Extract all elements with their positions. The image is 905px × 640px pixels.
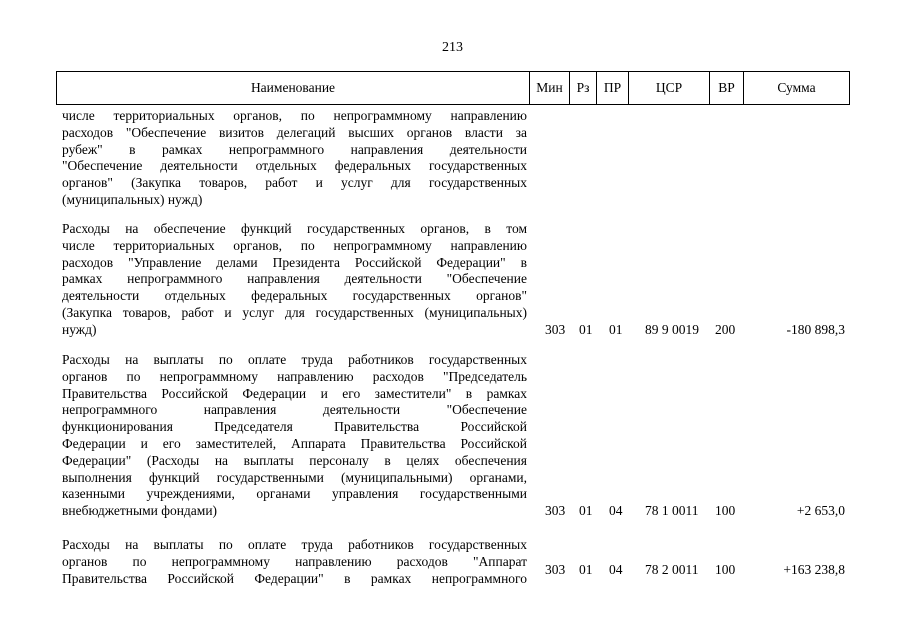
cell-pr: 01 [609, 322, 623, 337]
cell-rz: 01 [579, 503, 593, 518]
description-line: нужд) [62, 321, 97, 337]
description-line: внебюджетными фондами) [62, 503, 218, 519]
cell-csr: 78 2 0011 [645, 562, 699, 577]
cell-csr: 89 9 0019 [645, 322, 699, 337]
description-line: выполнения функций государственными (муниципальными) органами, [62, 469, 527, 485]
cell-pr: 04 [609, 503, 623, 518]
description-line: функционирования Председателя Правительства Российской [62, 419, 527, 435]
header-csr: ЦСР [629, 72, 710, 104]
description-line: Федерации" (Расходы на выплаты персоналу в целях обеспечения [62, 452, 527, 468]
description-line: Федерации и его заместителей, Аппарата Правительства Российской [62, 435, 527, 451]
row-description [62, 537, 527, 587]
description-line: Расходы на выплаты по оплате труда работников государственных [62, 352, 527, 367]
cell-vr: 200 [715, 322, 736, 337]
cell-pr: 04 [609, 562, 623, 577]
description-line: рамках непрограммного направления деятельности "Обеспечение [62, 271, 527, 287]
table-header [56, 71, 850, 105]
row-description [62, 352, 527, 520]
description-line: расходов "Обеспечение визитов делегаций высших органов власти за [62, 124, 527, 140]
cell-min: 303 [545, 562, 566, 577]
description-line: Расходы на обеспечение функций государственных органов, в том [62, 221, 527, 236]
cell-sum: -180 898,3 [786, 322, 845, 337]
header-name: Наименование [57, 72, 530, 104]
cell-vr: 100 [715, 562, 736, 577]
cell-csr: 78 1 0011 [645, 503, 699, 518]
description-line: (муниципальных) нужд) [62, 191, 203, 207]
cell-min: 303 [545, 503, 566, 518]
header-rz: Рз [570, 72, 597, 104]
header-vr: ВР [710, 72, 744, 104]
description-line: Правительства Российской Федерации" в рамках непрограммного [62, 570, 527, 586]
description-line: рубеж" в рамках непрограммного направления деятельности [62, 141, 527, 157]
cell-sum: +2 653,0 [796, 503, 845, 518]
cell-rz: 01 [579, 562, 593, 577]
header-sum: Сумма [777, 80, 816, 95]
description-line: (Закупка товаров, работ и услуг для государственных (муниципальных) [62, 304, 527, 320]
row-description [62, 108, 527, 209]
cell-sum: +163 238,8 [783, 562, 845, 577]
description-line: "Обеспечение деятельности отдельных федеральных государственных [62, 158, 527, 174]
description-line: расходов "Управление делами Президента Российской Федерации" в [62, 254, 527, 270]
cell-vr: 100 [715, 503, 736, 518]
description-line: Расходы на выплаты по оплате труда работников государственных [62, 537, 527, 552]
row-description [62, 221, 527, 339]
description-line: Правительства Российской Федерации и его заместители" в рамках [62, 385, 527, 401]
header-pr: ПР [597, 72, 629, 104]
description-line: органов" (Закупка товаров, работ и услуг для государственных [62, 175, 527, 191]
description-line: органов по непрограммному направлению расходов "Председатель [62, 368, 527, 384]
cell-min: 303 [545, 322, 566, 337]
description-line: казенными учреждениями, органами управления государственными [62, 486, 527, 502]
description-line: числе территориальных органов, по непрограммному направлению [62, 108, 527, 123]
description-line: числе территориальных органов, по непрограммному направлению [62, 237, 527, 253]
header-min: Мин [530, 72, 570, 104]
description-line: деятельности отдельных федеральных государственных органов" [62, 288, 527, 304]
description-line: органов по непрограммному направлению расходов "Аппарат [62, 553, 527, 569]
description-line: непрограммного направления деятельности "Обеспечение [62, 402, 527, 418]
page-number: 213 [442, 40, 463, 55]
cell-rz: 01 [579, 322, 593, 337]
